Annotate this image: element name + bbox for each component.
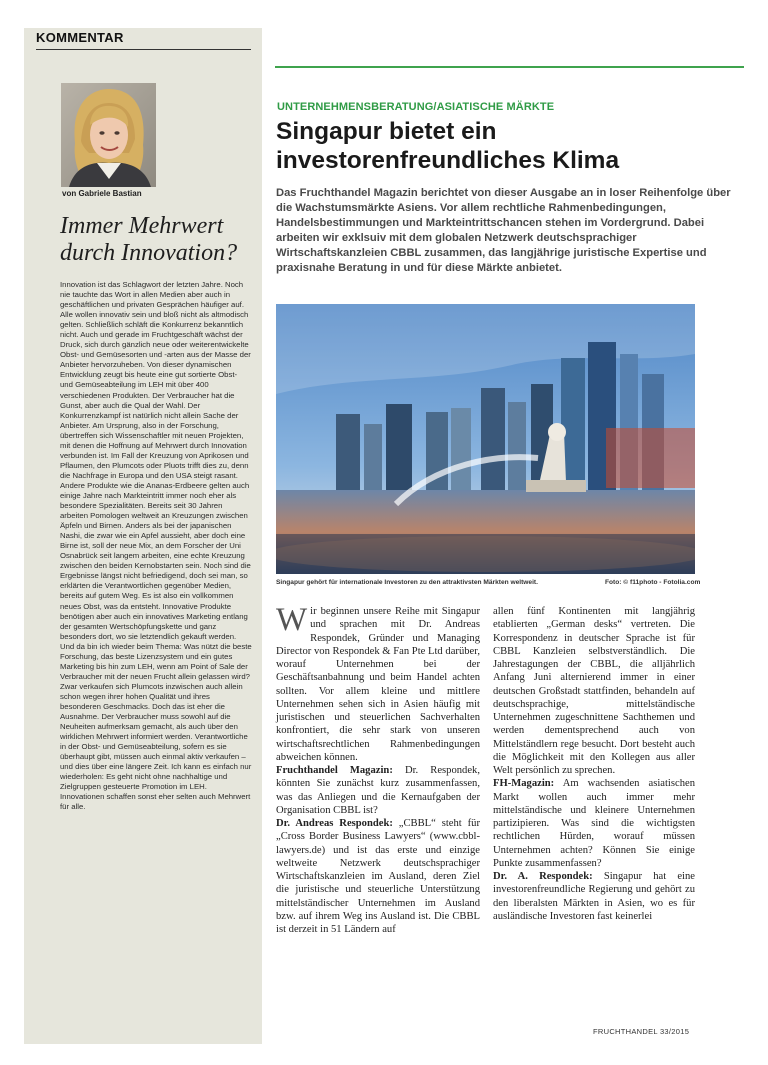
intro-paragraph (276, 602, 480, 764)
answer-2-text: Singapur hat eine investorenfreundliche Regierung und gehört zu den liberalsten Märkten in Asien, wo es für ausländische Investoren fast keinerlei (493, 871, 695, 922)
article-column-2 (493, 605, 695, 923)
page-footer: FRUCHTHANDEL 33/2015 (593, 1027, 690, 1036)
question-2 (493, 777, 695, 870)
answer-2-speaker: Dr. A. Respondek: (493, 871, 593, 882)
section-divider (36, 49, 251, 50)
answer-2 (493, 870, 695, 923)
intro-text: ir beginnen unsere Reihe mit Singapur und sprachen mit Dr. Andreas Respondek, Gründer und Managing Director von Respondek & Fan Pte Ltd darüber, worauf Unternehmen bei der Geschäftsanbahnung und beim Handel achten sollten. Vor allem kleine und mittlere Unternehmen sehen sich in Asien häufig mit juristischen und steuerlichen Sachverhalten konfrontiert, die sehr stark von unseren wirtschaftsrechtlichen Rahmenbedingungen abweichen können. (276, 606, 480, 763)
question-1-text: Dr. Respondek, könnten Sie zunächst kurz zusammenfassen, was das Anliegen und die Kernaufgaben der Organisation CBBL ist? (276, 765, 480, 816)
article-lead: Das Fruchthandel Magazin berichtet von dieser Ausgabe an in loser Reihenfolge über die Wachstumsmärkte Asiens. Vor allem rechtliche Rahmenbedingungen, Handelsbestimmungen und Markteintrittschancen stehen im Vordergrund. Dabei arbeiten wir exklsuiv mit dem globalen Netzwerk deutschsprachiger Wirtschaftskanzleien CBBL zusammen, das langjährige juristische Expertise und praxisnahe Beratung in und für diese Märkte anbietet. (276, 187, 731, 274)
question-2-text: Am wachsenden asiatischen Markt wollen auch immer mehr mittelständische und kleinere Unternehmen partizipieren. Was sind die wichtigsten rechtlichen Hürden, worauf müssen Unternehmen achten? Können Sie einige Punkte zusammenfassen? (493, 778, 695, 869)
question-2-speaker: FH-Magazin: (493, 778, 555, 790)
answer-1-text: „CBBL“ steht für „Cross Border Business Lawyers“ (www.cbbl-lawyers.de) und ist das erste und einzige weltweite Netzwerk deutschsprachiger Wirtschaftskanzleien im Ausland, deren Ziel die juristische und steuerliche Unterstützung mittelständischer Unternehmen im Ausland bzw. auf ihrem Weg ins Ausland ist. Die CBBL ist derzeit in 51 Ländern auf (276, 818, 480, 935)
drop-cap: W (276, 602, 308, 638)
question-1-speaker: Fruchthandel Magazin: (276, 765, 393, 776)
singapore-skyline-photo (276, 304, 695, 574)
photo-caption: Singapur gehört für internationale Investoren zu den attraktivsten Märkten weltweit. (276, 579, 538, 586)
top-divider (275, 66, 744, 68)
answer-1 (276, 817, 480, 936)
article-kicker: UNTERNEHMENSBERATUNG/ASIATISCHE MÄRKTE (277, 101, 555, 113)
author-byline: von Gabriele Bastian (62, 189, 142, 198)
continuation-paragraph: allen fünf Kontinenten mit langjährig etablierten „German desks“ vertreten. Die Korrespondenz in deutscher Sprache ist für CBBL Kanzleien selbstverständlich. Die Jahrestagungen der CBBL, die alljährlich Anfang Juni alternierend immer in einer deutschen Großstadt stattfinden, behandeln auf deutschsprachige, mittelständische Unternehmen zugeschnittene Sachthemen und werden dementsprechend auch von Mittelständlern rege besucht. Dort besteht auch die Möglichkeit mit den Kollegen aus aller Welt persönlich zu sprechen. (493, 606, 695, 776)
article-column-1 (276, 602, 480, 936)
section-label: KOMMENTAR (36, 30, 124, 45)
comment-body: Innovation ist das Schlagwort der letzten Jahre. Noch nie tauchte das Wort in allen Medien aber auch in geschäftlichen und privaten Gesprächen häufiger auf. Alle wollen innovativ sein und bloß nicht als altmodisch gelten. Schließlich schläft die Konkurrenz bekanntlich nicht. Auch und gerade im Fruchtgeschäft wächst der Druck, sich durch gänzlich neue oder weiterentwickelte Obst- und Gemüsesorten und -arten aus der Masse der Anbieter hervorzuheben. Von dieser dynamischen Entwicklung zeugt bis heute eine gut sortierte Obst- und Gemüseabteilung im LEH mit über 400 verschiedenen Produkten. Der Verbraucher hat die Gunst, aber auch die Qual der Wahl. Der Konkurrenzkampf ist natürlich nicht allein Sache der Anbieter. Am Ursprung, also in der Forschung, übertreffen sich Wissenschaftler mit neuen Projekten, mit denen die Hoffnung auf Mehrwert durch Innovation verbunden ist. Im Fall der Kreuzung von Aprikosen und Pflaumen, den Plumcots oder Pluots trifft dies zu, denn die Nachfrage in Europa und den USA steigt rasant. Andere Produkte wie die Ananas-Erdbeere gelten auch einige Jahre nach Markteintritt immer noch eher als besondere Spezialitäten. Bereits seit 30 Jahren arbeiten Pomologen weltweit an Kreuzungen zwischen Äpfeln und Birnen. Anders als bei der japanischen Nashi, die zwar wie ein Apfel aussieht, aber doch eine Birne ist, soll der neue Mix, an dem Forscher der Uni Osnabrück seit langem arbeiten, eine echte Kreuzung zwischen den beiden Kernobstarten sein. Noch sind die Ergebnisse längst nicht befriedigend, doch sei man, so erklärten die Verantwortlichen gegenüber Medien, bereits auf gutem Weg. Es ist also ein vollkommen neues Obst, was da entsteht. Innovative Produkte benötigen aber auch ein innovatives Marketing entlang der gesamten Wertschöpfungskette und ganz besonders dort, wo sie letztendlich gekauft werden. Und da bin ich wieder beim Thema: Was nützt die beste Forschung, das beste Lizenzsystem und ein gutes Marketing bis hin zum LEH, wenn am Point of Sale der Verbraucher mit der neuen Frucht allein gelassen wird? Zwar verkaufen sich Plumcots inzwischen auch allein schon wegen ihrer hohen Qualität und ihres besonderen Geschmacks. Doch das ist eher die Ausnahme. Der Verbraucher muss sowohl auf die Neuheiten aufmerksam gemacht, als auch über den wirklichen Mehrwert informiert werden. Verantwortliche in der Obst- und Gemüseabteilung, sofern es sie überhaupt gibt, müssen auch einmal aktiv verkaufen – und dies über eine längere Zeit. Ich kann es einfach nur wiederholen: Es geht nicht ohne nachhaltige und Zielgruppen gesteuerte Promotion im LEH. Innovationen schaffen sonst eher selten auch Mehrwert für alle. (60, 280, 252, 812)
question-1 (276, 764, 480, 817)
author-portrait (61, 83, 156, 187)
article-headline: Singapur bietet ein investorenfreundliches Klima (276, 118, 620, 174)
answer-1-speaker: Dr. Andreas Respondek: (276, 818, 393, 829)
photo-credit: Foto: © f11photo - Fotolia.com (605, 579, 701, 586)
comment-title: Immer Mehrwert durch Innovation? (60, 213, 238, 266)
